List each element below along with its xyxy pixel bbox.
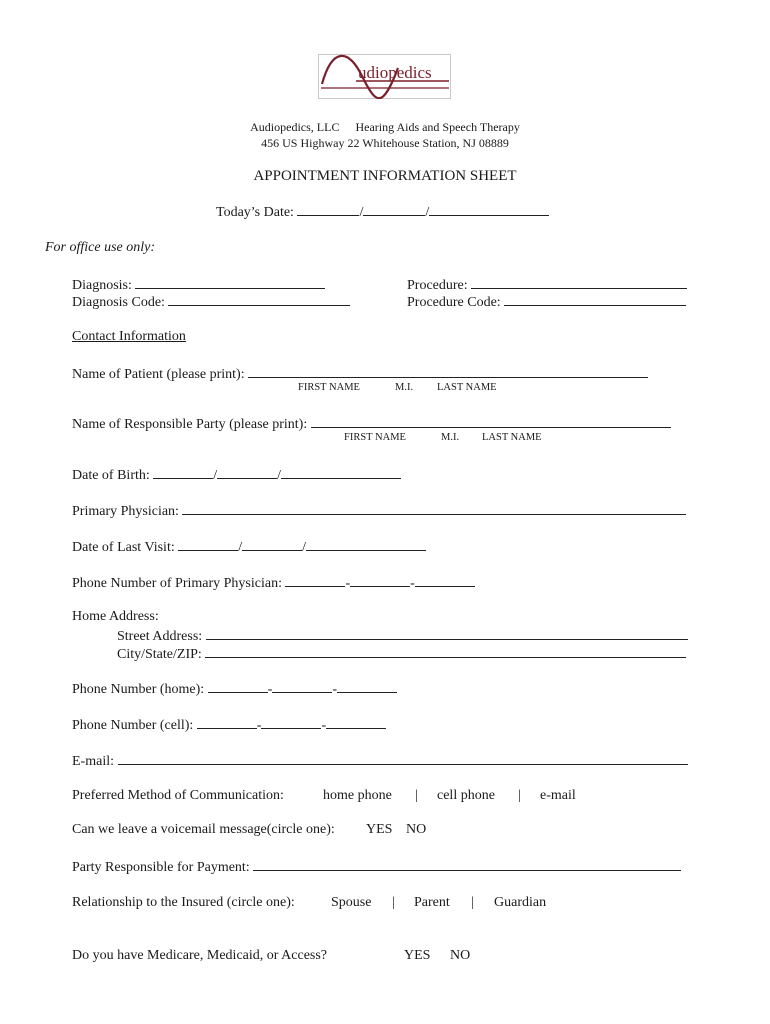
company-services: Hearing Aids and Speech Therapy [355, 120, 520, 134]
todays-date-year-field[interactable] [429, 203, 549, 216]
company-address: 456 US Highway 22 Whitehouse Station, NJ 08889 [261, 136, 509, 150]
responsible-name-row [72, 415, 671, 433]
primary-physician-row [72, 502, 686, 520]
last-visit-month-field[interactable] [178, 538, 238, 551]
method-separator-2: | [518, 788, 521, 803]
street-address-label: Street Address: [117, 629, 203, 644]
physician-phone-prefix-field[interactable] [350, 574, 410, 587]
procedure-code-row [407, 293, 686, 311]
company-line [0, 120, 770, 135]
procedure-label: Procedure: [407, 278, 468, 293]
diagnosis-code-row [72, 293, 350, 311]
patient-name-field[interactable] [248, 365, 648, 378]
last-visit-row: Date of Last Visit: / / [72, 538, 426, 556]
phone-home-area-field[interactable] [208, 680, 268, 693]
method-option-cell-phone[interactable]: cell phone [437, 788, 495, 803]
phone-home-row: Phone Number (home): - - [72, 680, 397, 698]
physician-phone-area-field[interactable] [285, 574, 345, 587]
city-state-zip-row [117, 645, 686, 663]
last-visit-label: Date of Last Visit: [72, 540, 175, 555]
company-name: Audiopedics, LLC [250, 120, 340, 134]
patient-mi-caption: M.I. [395, 382, 414, 393]
street-address-row [117, 627, 688, 645]
medicare-label: Do you have Medicare, Medicaid, or Access? [72, 948, 328, 963]
company-logo [318, 54, 451, 99]
diagnosis-code-field[interactable] [168, 293, 350, 306]
city-state-zip-label: City/State/ZIP: [117, 647, 202, 662]
phone-cell-prefix-field[interactable] [261, 716, 321, 729]
relationship-option-parent[interactable]: Parent [414, 895, 450, 910]
phone-cell-row: Phone Number (cell): - - [72, 716, 386, 734]
relationship-label: Relationship to the Insured (circle one): [72, 895, 295, 910]
phone-cell-area-field[interactable] [197, 716, 257, 729]
email-row [72, 752, 688, 770]
physician-phone-line-field[interactable] [415, 574, 475, 587]
page-title: APPOINTMENT INFORMATION SHEET [253, 168, 517, 184]
responsible-first-name-caption: FIRST NAME [344, 432, 406, 443]
last-visit-day-field[interactable] [242, 538, 302, 551]
procedure-field[interactable] [471, 276, 687, 289]
todays-date-month-field[interactable] [297, 203, 359, 216]
phone-home-prefix-field[interactable] [272, 680, 332, 693]
email-label: E-mail: [72, 754, 114, 769]
last-visit-year-field[interactable] [306, 538, 426, 551]
dob-month-field[interactable] [153, 466, 213, 479]
voicemail-yes-option[interactable]: YES [366, 822, 393, 837]
primary-physician-field[interactable] [182, 502, 686, 515]
physician-phone-label: Phone Number of Primary Physician: [72, 576, 282, 591]
procedure-row [407, 276, 687, 294]
primary-physician-label: Primary Physician: [72, 504, 179, 519]
phone-cell-label: Phone Number (cell): [72, 718, 194, 733]
responsible-name-field[interactable] [311, 415, 671, 428]
method-option-email[interactable]: e-mail [540, 788, 576, 803]
dob-day-field[interactable] [217, 466, 277, 479]
relationship-option-guardian[interactable]: Guardian [494, 895, 547, 910]
medicare-yes-option[interactable]: YES [404, 948, 431, 963]
medicare-no-option[interactable]: NO [450, 948, 471, 963]
payment-party-label: Party Responsible for Payment: [72, 860, 250, 875]
voicemail-label: Can we leave a voicemail message(circle one): [72, 822, 335, 837]
relationship-option-spouse[interactable]: Spouse [331, 895, 372, 910]
patient-first-name-caption: FIRST NAME [298, 382, 360, 393]
responsible-name-label: Name of Responsible Party (please print): [72, 417, 308, 432]
responsible-mi-caption: M.I. [441, 432, 460, 443]
procedure-code-label: Procedure Code: [407, 295, 501, 310]
email-field[interactable] [118, 752, 688, 765]
city-state-zip-field[interactable] [205, 645, 686, 658]
street-address-field[interactable] [206, 627, 688, 640]
diagnosis-row [72, 276, 325, 294]
preferred-method-label: Preferred Method of Communication: [72, 788, 284, 803]
payment-party-field[interactable] [253, 858, 681, 871]
office-use-label: For office use only: [45, 240, 156, 255]
method-separator-1: | [415, 788, 418, 803]
relationship-separator-2: | [471, 895, 474, 910]
physician-phone-row: Phone Number of Primary Physician: - - [72, 574, 475, 592]
contact-heading: Contact Information [72, 329, 186, 344]
todays-date-day-field[interactable] [363, 203, 425, 216]
phone-home-line-field[interactable] [337, 680, 397, 693]
relationship-separator-1: | [392, 895, 395, 910]
phone-cell-line-field[interactable] [326, 716, 386, 729]
phone-home-label: Phone Number (home): [72, 682, 205, 697]
responsible-last-name-caption: LAST NAME [482, 432, 542, 443]
logo-text: udiopedics [358, 63, 432, 82]
diagnosis-label: Diagnosis: [72, 278, 132, 293]
diagnosis-code-label: Diagnosis Code: [72, 295, 165, 310]
method-option-home-phone[interactable]: home phone [323, 788, 392, 803]
patient-name-label: Name of Patient (please print): [72, 367, 245, 382]
procedure-code-field[interactable] [504, 293, 686, 306]
dob-year-field[interactable] [281, 466, 401, 479]
payment-party-row [72, 858, 681, 876]
dob-row: Date of Birth: / / [72, 466, 401, 484]
patient-last-name-caption: LAST NAME [437, 382, 497, 393]
voicemail-no-option[interactable]: NO [406, 822, 427, 837]
diagnosis-field[interactable] [135, 276, 325, 289]
dob-label: Date of Birth: [72, 468, 150, 483]
patient-name-row [72, 365, 648, 383]
audiopedics-logo-graphic [318, 54, 451, 99]
todays-date-label: Today’s Date: [216, 205, 294, 220]
todays-date-row: Today’s Date: / / [216, 203, 549, 221]
home-address-label: Home Address: [72, 609, 159, 624]
